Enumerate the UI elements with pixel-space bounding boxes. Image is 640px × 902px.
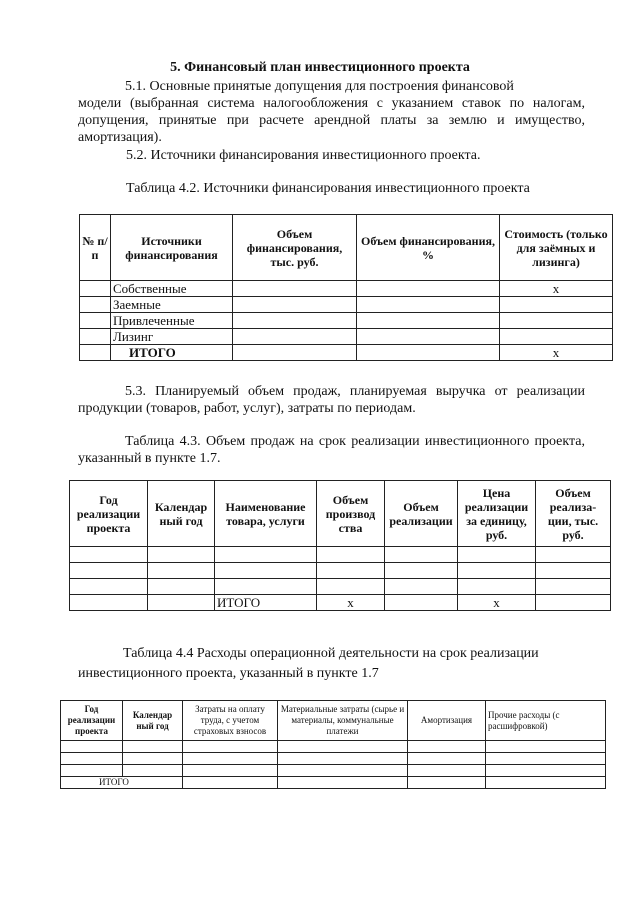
table-row	[80, 281, 613, 297]
section-heading: 5. Финансовый план инвестиционного проекта	[170, 60, 470, 75]
header-sales-amount: Объем реализа-ции, тыс. руб.	[536, 481, 611, 547]
table-4-3	[69, 480, 611, 611]
table-row	[80, 297, 613, 313]
paragraph-5-3: 5.3. Планируемый объем продаж, планируемая выручка от реализации продукции (товаров, работ, услуг), затраты по периодам.	[78, 384, 585, 416]
table-4-2	[79, 214, 613, 361]
table-row	[61, 753, 606, 765]
paragraph-5-1-rest: модели (выбранная система налогообложения с указанием ставок по налогам, допущения, принятые при расчете арендной платы за землю и имущество, амортизация).	[78, 96, 585, 145]
table-4-4-caption-line1: Таблица 4.4 Расходы операционной деятельности на срок реализации	[123, 646, 539, 661]
x-mark: х	[458, 595, 536, 611]
table-row	[80, 313, 613, 329]
header-labor-costs: Затраты на оплату труда, с учетом страховых взносов	[183, 701, 278, 741]
paragraph-5-2: 5.2. Источники финансирования инвестиционного проекта.	[126, 148, 481, 163]
x-mark: х	[317, 595, 385, 611]
header-product-name: Наименование товара, услуги	[215, 481, 317, 547]
row-label: Привлеченные	[111, 313, 233, 329]
table-4-4-caption	[78, 644, 585, 684]
table-row	[61, 741, 606, 753]
header-calendar-year: Календар ный год	[123, 701, 183, 741]
paragraph-5-1-line1: 5.1. Основные принятые допущения для построения финансовой	[125, 79, 514, 94]
header-sales-volume: Объем реализации	[385, 481, 458, 547]
table-row	[61, 765, 606, 777]
total-label: ИТОГО	[111, 345, 233, 361]
header-amortization: Амортизация	[408, 701, 486, 741]
table-total-row	[61, 777, 606, 789]
table-total-row	[80, 345, 613, 361]
table-row	[70, 563, 611, 579]
table-row	[70, 579, 611, 595]
row-label: Заемные	[111, 297, 233, 313]
header-production-volume: Объем производ ства	[317, 481, 385, 547]
header-year: Год реализации проекта	[70, 481, 148, 547]
table-total-row	[70, 595, 611, 611]
x-mark: х	[500, 345, 613, 361]
table-4-4-caption-line2: инвестиционного проекта, указанный в пункте 1.7	[78, 666, 379, 681]
header-sources: Источники финансирования	[111, 215, 233, 281]
header-cost: Стоимость (только для заёмных и лизинга)	[500, 215, 613, 281]
total-label: ИТОГО	[61, 777, 183, 789]
header-other-costs: Прочие расходы (с расшифровкой)	[486, 701, 606, 741]
table-row	[80, 329, 613, 345]
table-row	[70, 547, 611, 563]
header-year: Год реализации проекта	[61, 701, 123, 741]
total-label: ИТОГО	[215, 595, 317, 611]
header-volume-rub: Объем финансирования, тыс. руб.	[233, 215, 357, 281]
header-material-costs: Материальные затраты (сырье и материалы, коммунальные платежи	[278, 701, 408, 741]
header-volume-percent: Объем финансирования, %	[357, 215, 500, 281]
row-label: Лизинг	[111, 329, 233, 345]
table-4-2-caption: Таблица 4.2. Источники финансирования инвестиционного проекта	[126, 181, 530, 196]
x-mark: х	[500, 281, 613, 297]
paragraph-5-1	[78, 78, 585, 146]
header-calendar-year: Календар ный год	[148, 481, 215, 547]
table-4-3-caption: Таблица 4.3. Объем продаж на срок реализации инвестиционного проекта, указанный в пункте 1.7.	[78, 434, 585, 466]
header-number: № п/п	[80, 215, 111, 281]
row-label: Собственные	[111, 281, 233, 297]
table-4-4	[60, 700, 606, 789]
header-unit-price: Цена реализации за единицу, руб.	[458, 481, 536, 547]
